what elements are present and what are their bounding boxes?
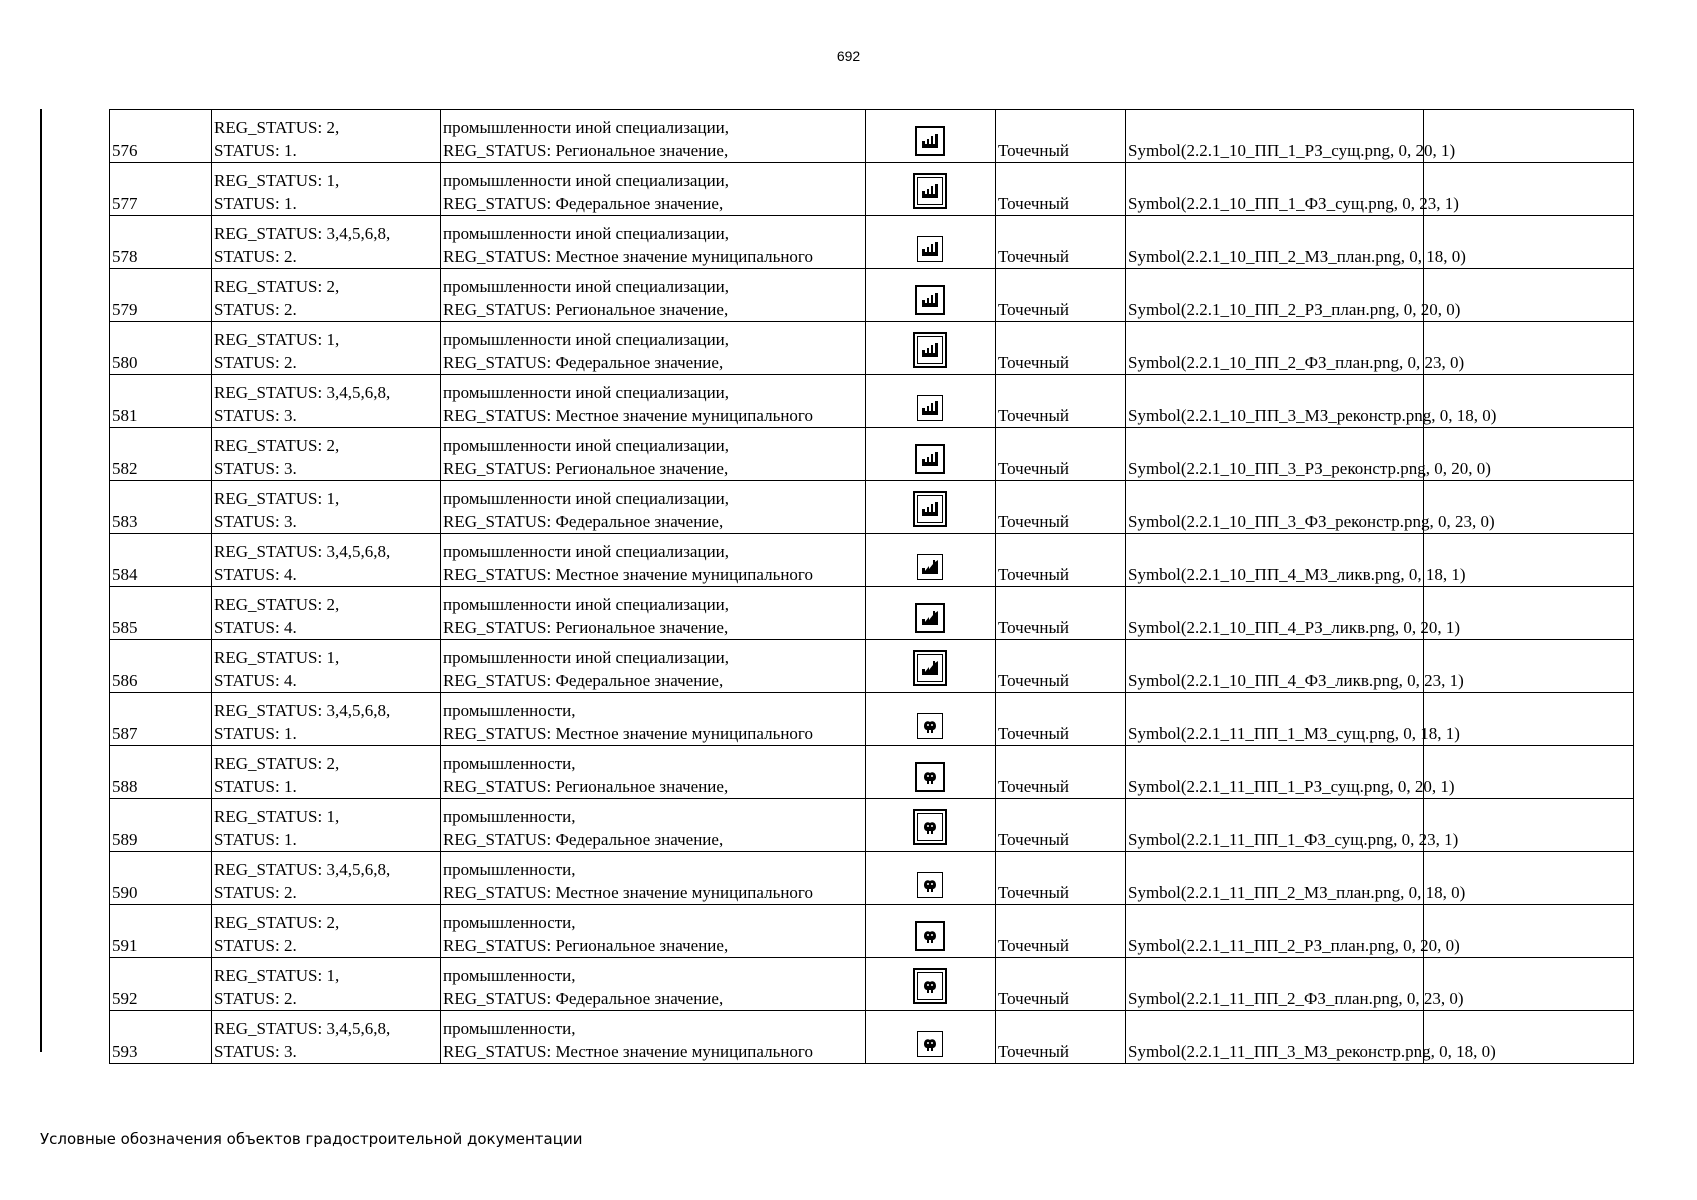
description-line-2: REG_STATUS: Местное значение муниципального [443, 883, 813, 902]
status-line-1: REG_STATUS: 1, [214, 807, 340, 826]
factory-liquidation-regional-icon [915, 603, 945, 633]
status-cell [212, 852, 441, 905]
geometry-type: Точечный [996, 746, 1126, 799]
geometry-type: Точечный [996, 640, 1126, 693]
symbol-definition: Symbol(2.2.1_10_ПП_2_МЗ_план.png, 0, 18, 0) [1126, 216, 1424, 269]
symbol-definition: Symbol(2.2.1_10_ПП_4_ФЗ_ликв.png, 0, 23, 1) [1126, 640, 1424, 693]
row-number: 583 [110, 481, 212, 534]
description-line-2: REG_STATUS: Местное значение муниципального [443, 565, 813, 584]
symbol-definition: Symbol(2.2.1_10_ПП_1_ФЗ_сущ.png, 0, 23, 1) [1126, 163, 1424, 216]
description-line-2: REG_STATUS: Региональное значение, [443, 777, 729, 796]
industry-planned-regional-icon [915, 921, 945, 951]
status-line-2: STATUS: 4. [214, 565, 297, 584]
symbol-definition: Symbol(2.2.1_10_ПП_1_РЗ_сущ.png, 0, 20, 1) [1126, 110, 1424, 163]
factory-existing-regional-icon [915, 126, 945, 156]
symbol-icon-cell [866, 1011, 996, 1064]
symbol-definition: Symbol(2.2.1_10_ПП_4_РЗ_ликв.png, 0, 20, 1) [1126, 587, 1424, 640]
factory-liquidation-federal-icon [913, 650, 947, 686]
description-line-2: REG_STATUS: Региональное значение, [443, 300, 729, 319]
status-cell [212, 640, 441, 693]
factory-planned-regional-icon [915, 285, 945, 315]
symbol-icon-cell [866, 322, 996, 375]
description-line-2: REG_STATUS: Местное значение муниципального [443, 247, 813, 266]
table-row [110, 693, 1634, 746]
table-row [110, 110, 1634, 163]
row-number: 584 [110, 534, 212, 587]
status-cell [212, 958, 441, 1011]
geometry-type: Точечный [996, 958, 1126, 1011]
table-row [110, 428, 1634, 481]
table-row [110, 322, 1634, 375]
row-number: 581 [110, 375, 212, 428]
row-number: 578 [110, 216, 212, 269]
geometry-type: Точечный [996, 322, 1126, 375]
description-line-1: промышленности, [443, 860, 576, 879]
status-cell [212, 799, 441, 852]
description-line-1: промышленности иной специализации, [443, 542, 730, 561]
symbol-icon-cell [866, 746, 996, 799]
industry-reconstruction-local-icon [917, 1031, 943, 1057]
status-cell [212, 428, 441, 481]
status-line-2: STATUS: 2. [214, 300, 297, 319]
symbol-icon-cell [866, 375, 996, 428]
description-cell [441, 640, 866, 693]
table-row [110, 587, 1634, 640]
factory-reconstruction-local-icon [917, 395, 943, 421]
status-cell [212, 905, 441, 958]
row-number: 592 [110, 958, 212, 1011]
description-cell [441, 534, 866, 587]
empty-cell [1424, 746, 1634, 799]
symbol-definition: Symbol(2.2.1_11_ПП_1_РЗ_сущ.png, 0, 20, 1) [1126, 746, 1424, 799]
status-cell [212, 322, 441, 375]
symbol-definition: Symbol(2.2.1_10_ПП_3_РЗ_реконстр.png, 0, 20, 0) [1126, 428, 1424, 481]
empty-cell [1424, 110, 1634, 163]
description-cell [441, 1011, 866, 1064]
geometry-type: Точечный [996, 587, 1126, 640]
geometry-type: Точечный [996, 481, 1126, 534]
status-cell [212, 481, 441, 534]
status-cell [212, 693, 441, 746]
description-line-1: промышленности иной специализации, [443, 383, 730, 402]
description-cell [441, 587, 866, 640]
status-cell [212, 587, 441, 640]
geometry-type: Точечный [996, 216, 1126, 269]
geometry-type: Точечный [996, 375, 1126, 428]
description-line-2: REG_STATUS: Федеральное значение, [443, 671, 724, 690]
symbol-definition: Symbol(2.2.1_10_ПП_3_МЗ_реконстр.png, 0, 18, 0) [1126, 375, 1424, 428]
status-line-2: STATUS: 2. [214, 989, 297, 1008]
status-cell [212, 163, 441, 216]
description-cell [441, 958, 866, 1011]
geometry-type: Точечный [996, 110, 1126, 163]
footer-text: Условные обозначения объектов градостроительной документации [40, 1130, 583, 1148]
status-line-1: REG_STATUS: 3,4,5,6,8, [214, 542, 391, 561]
status-cell [212, 269, 441, 322]
status-line-1: REG_STATUS: 2, [214, 754, 340, 773]
description-line-2: REG_STATUS: Федеральное значение, [443, 830, 724, 849]
page-number: 692 [836, 48, 861, 64]
status-line-1: REG_STATUS: 3,4,5,6,8, [214, 1019, 391, 1038]
status-line-2: STATUS: 1. [214, 830, 297, 849]
symbol-icon-cell [866, 693, 996, 746]
status-cell [212, 534, 441, 587]
geometry-type: Точечный [996, 693, 1126, 746]
symbol-icon-cell [866, 799, 996, 852]
status-line-1: REG_STATUS: 1, [214, 330, 340, 349]
row-number: 589 [110, 799, 212, 852]
status-line-2: STATUS: 1. [214, 141, 297, 160]
symbol-table [109, 109, 1634, 1064]
status-line-1: REG_STATUS: 2, [214, 118, 340, 137]
table-row [110, 1011, 1634, 1064]
row-number: 586 [110, 640, 212, 693]
status-line-1: REG_STATUS: 1, [214, 966, 340, 985]
industry-existing-local-icon [917, 713, 943, 739]
table-row [110, 958, 1634, 1011]
status-line-2: STATUS: 3. [214, 1042, 297, 1061]
description-cell [441, 693, 866, 746]
status-cell [212, 110, 441, 163]
status-line-1: REG_STATUS: 3,4,5,6,8, [214, 224, 391, 243]
row-number: 576 [110, 110, 212, 163]
description-line-1: промышленности, [443, 1019, 576, 1038]
row-number: 590 [110, 852, 212, 905]
row-number: 591 [110, 905, 212, 958]
status-line-2: STATUS: 3. [214, 406, 297, 425]
symbol-definition: Symbol(2.2.1_11_ПП_3_МЗ_реконстр.png, 0, 18, 0) [1126, 1011, 1424, 1064]
status-line-1: REG_STATUS: 1, [214, 171, 340, 190]
symbol-icon-cell [866, 905, 996, 958]
symbol-icon-cell [866, 587, 996, 640]
symbol-definition: Symbol(2.2.1_11_ПП_2_РЗ_план.png, 0, 20, 0) [1126, 905, 1424, 958]
factory-reconstruction-regional-icon [915, 444, 945, 474]
table-row [110, 375, 1634, 428]
description-line-2: REG_STATUS: Федеральное значение, [443, 989, 724, 1008]
status-line-2: STATUS: 2. [214, 883, 297, 902]
status-line-1: REG_STATUS: 2, [214, 913, 340, 932]
row-number: 593 [110, 1011, 212, 1064]
status-line-1: REG_STATUS: 1, [214, 489, 340, 508]
status-line-2: STATUS: 2. [214, 353, 297, 372]
symbol-icon-cell [866, 534, 996, 587]
description-cell [441, 322, 866, 375]
table-row [110, 216, 1634, 269]
description-cell [441, 110, 866, 163]
geometry-type: Точечный [996, 163, 1126, 216]
description-cell [441, 905, 866, 958]
symbol-icon-cell [866, 481, 996, 534]
geometry-type: Точечный [996, 534, 1126, 587]
table-row [110, 746, 1634, 799]
description-cell [441, 746, 866, 799]
symbol-definition: Symbol(2.2.1_10_ПП_2_ФЗ_план.png, 0, 23, 0) [1126, 322, 1424, 375]
row-number: 585 [110, 587, 212, 640]
table-row [110, 481, 1634, 534]
description-line-1: промышленности иной специализации, [443, 330, 730, 349]
table-row [110, 852, 1634, 905]
description-line-1: промышленности иной специализации, [443, 648, 730, 667]
symbol-icon-cell [866, 110, 996, 163]
status-line-1: REG_STATUS: 3,4,5,6,8, [214, 860, 391, 879]
description-line-1: промышленности, [443, 754, 576, 773]
symbol-definition: Symbol(2.2.1_10_ПП_3_ФЗ_реконстр.png, 0, 23, 0) [1126, 481, 1424, 534]
description-cell [441, 799, 866, 852]
table-row [110, 799, 1634, 852]
factory-planned-federal-icon [913, 332, 947, 368]
geometry-type: Точечный [996, 852, 1126, 905]
factory-reconstruction-federal-icon [913, 491, 947, 527]
geometry-type: Точечный [996, 905, 1126, 958]
description-line-2: REG_STATUS: Местное значение муниципального [443, 406, 813, 425]
description-line-1: промышленности иной специализации, [443, 436, 730, 455]
status-cell [212, 375, 441, 428]
status-cell [212, 216, 441, 269]
description-cell [441, 269, 866, 322]
symbol-definition: Symbol(2.2.1_10_ПП_2_РЗ_план.png, 0, 20, 0) [1126, 269, 1424, 322]
status-line-2: STATUS: 2. [214, 247, 297, 266]
table-row [110, 534, 1634, 587]
symbol-definition: Symbol(2.2.1_11_ПП_1_ФЗ_сущ.png, 0, 23, 1) [1126, 799, 1424, 852]
factory-liquidation-local-icon [917, 554, 943, 580]
table-row [110, 905, 1634, 958]
symbol-icon-cell [866, 269, 996, 322]
status-line-2: STATUS: 2. [214, 936, 297, 955]
geometry-type: Точечный [996, 428, 1126, 481]
row-number: 582 [110, 428, 212, 481]
status-cell [212, 1011, 441, 1064]
row-number: 579 [110, 269, 212, 322]
industry-existing-federal-icon [913, 809, 947, 845]
symbol-icon-cell [866, 216, 996, 269]
status-line-1: REG_STATUS: 1, [214, 648, 340, 667]
description-line-1: промышленности, [443, 913, 576, 932]
factory-planned-local-icon [917, 236, 943, 262]
description-line-1: промышленности иной специализации, [443, 118, 730, 137]
row-number: 587 [110, 693, 212, 746]
description-line-2: REG_STATUS: Местное значение муниципального [443, 1042, 813, 1061]
geometry-type: Точечный [996, 799, 1126, 852]
status-line-1: REG_STATUS: 2, [214, 436, 340, 455]
description-line-1: промышленности иной специализации, [443, 489, 730, 508]
description-line-2: REG_STATUS: Региональное значение, [443, 141, 729, 160]
description-line-2: REG_STATUS: Региональное значение, [443, 459, 729, 478]
industry-existing-regional-icon [915, 762, 945, 792]
geometry-type: Точечный [996, 1011, 1126, 1064]
description-cell [441, 481, 866, 534]
geometry-type: Точечный [996, 269, 1126, 322]
symbol-definition: Symbol(2.2.1_11_ПП_2_МЗ_план.png, 0, 18, 0) [1126, 852, 1424, 905]
row-number: 588 [110, 746, 212, 799]
symbol-icon-cell [866, 852, 996, 905]
symbol-icon-cell [866, 428, 996, 481]
description-line-2: REG_STATUS: Местное значение муниципального [443, 724, 813, 743]
description-line-2: REG_STATUS: Региональное значение, [443, 936, 729, 955]
status-line-1: REG_STATUS: 2, [214, 277, 340, 296]
status-line-2: STATUS: 1. [214, 194, 297, 213]
description-line-2: REG_STATUS: Федеральное значение, [443, 353, 724, 372]
description-cell [441, 163, 866, 216]
description-line-2: REG_STATUS: Федеральное значение, [443, 194, 724, 213]
row-number: 580 [110, 322, 212, 375]
description-line-1: промышленности иной специализации, [443, 277, 730, 296]
table-row [110, 269, 1634, 322]
description-line-1: промышленности иной специализации, [443, 224, 730, 243]
description-line-2: REG_STATUS: Федеральное значение, [443, 512, 724, 531]
description-cell [441, 852, 866, 905]
symbol-icon-cell [866, 640, 996, 693]
symbol-definition: Symbol(2.2.1_11_ПП_1_МЗ_сущ.png, 0, 18, 1) [1126, 693, 1424, 746]
symbol-icon-cell [866, 958, 996, 1011]
factory-existing-federal-icon [913, 173, 947, 209]
symbol-icon-cell [866, 163, 996, 216]
symbol-definition: Symbol(2.2.1_10_ПП_4_МЗ_ликв.png, 0, 18, 1) [1126, 534, 1424, 587]
description-cell [441, 216, 866, 269]
description-line-1: промышленности, [443, 807, 576, 826]
description-cell [441, 428, 866, 481]
status-line-2: STATUS: 1. [214, 777, 297, 796]
status-line-2: STATUS: 3. [214, 459, 297, 478]
table-row [110, 163, 1634, 216]
status-line-2: STATUS: 1. [214, 724, 297, 743]
table-row [110, 640, 1634, 693]
status-line-2: STATUS: 4. [214, 671, 297, 690]
status-line-2: STATUS: 3. [214, 512, 297, 531]
description-line-1: промышленности, [443, 701, 576, 720]
description-line-1: промышленности, [443, 966, 576, 985]
status-line-1: REG_STATUS: 2, [214, 595, 340, 614]
description-line-1: промышленности иной специализации, [443, 171, 730, 190]
industry-planned-local-icon [917, 872, 943, 898]
status-line-1: REG_STATUS: 3,4,5,6,8, [214, 383, 391, 402]
description-line-1: промышленности иной специализации, [443, 595, 730, 614]
symbol-definition: Symbol(2.2.1_11_ПП_2_ФЗ_план.png, 0, 23, 0) [1126, 958, 1424, 1011]
industry-planned-federal-icon [913, 968, 947, 1004]
margin-line [40, 109, 42, 1052]
description-line-2: REG_STATUS: Региональное значение, [443, 618, 729, 637]
status-line-2: STATUS: 4. [214, 618, 297, 637]
row-number: 577 [110, 163, 212, 216]
status-line-1: REG_STATUS: 3,4,5,6,8, [214, 701, 391, 720]
description-cell [441, 375, 866, 428]
status-cell [212, 746, 441, 799]
